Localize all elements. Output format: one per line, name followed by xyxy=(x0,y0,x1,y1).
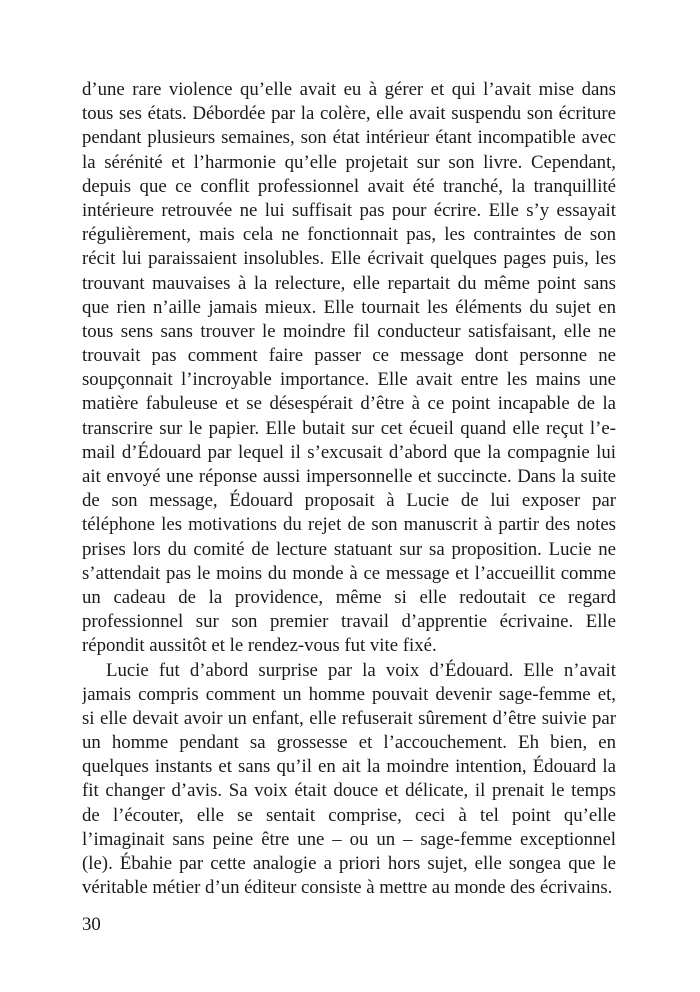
text-line: si elle devait avoir un enfant, elle refuserait sûrement d’être suivie par xyxy=(82,707,616,729)
text-line: intérieure retrouvée ne lui suffisait pas pour écrire. Elle s’y essayait xyxy=(82,199,616,221)
text-line: un homme pendant sa grossesse et l’accouchement. Eh bien, en xyxy=(82,732,616,754)
paragraph-2 xyxy=(82,659,616,901)
text-line: matière fabuleuse et se désespérait d’être à ce point incapable de la xyxy=(82,393,616,415)
text-line: la sérénité et l’harmonie qu’elle projetait sur son livre. Cependant, xyxy=(82,151,616,173)
page-body xyxy=(82,78,616,900)
text-line: tous ses états. Débordée par la colère, elle avait suspendu son écriture xyxy=(82,103,616,125)
text-line: mail d’Édouard par lequel il s’excusait d’abord que la compagnie lui xyxy=(82,441,616,463)
text-line: professionnel sur son premier travail d’apprentie écrivaine. Elle xyxy=(82,611,616,633)
text-line: jamais compris comment un homme pouvait devenir sage-femme et, xyxy=(82,683,616,705)
text-line: trouvait pas comment faire passer ce message dont personne ne xyxy=(82,345,616,367)
text-line: trouvant mauvaises à la relecture, elle repartait du même point sans xyxy=(82,272,616,294)
text-line: quelques instants et sans qu’il en ait la moindre intention, Édouard la xyxy=(82,756,616,778)
text-line: prises lors du comité de lecture statuant sur sa proposition. Lucie ne xyxy=(82,538,616,560)
text-line: transcrire sur le papier. Elle butait sur cet écueil quand elle reçut l’e- xyxy=(82,417,616,439)
text-line: Lucie fut d’abord surprise par la voix d’Édouard. Elle n’avait xyxy=(106,659,616,681)
text-line: téléphone les motivations du rejet de son manuscrit à partir des notes xyxy=(82,514,616,536)
text-line: que rien n’aille jamais mieux. Elle tournait les éléments du sujet en xyxy=(82,296,616,318)
text-line: véritable métier d’un éditeur consiste à mettre au monde des écrivains. xyxy=(82,877,613,899)
page-number: 30 xyxy=(82,914,101,935)
text-line: tous sens sans trouver le moindre fil conducteur satisfaisant, elle ne xyxy=(82,320,616,342)
text-line: soupçonnait l’incroyable importance. Elle avait entre les mains une xyxy=(82,369,616,391)
text-line: un cadeau de la providence, même si elle redoutait ce regard xyxy=(82,586,616,608)
text-line: pendant plusieurs semaines, son état intérieur étant incompatible avec xyxy=(82,127,616,149)
text-line: s’attendait pas le moins du monde à ce message et l’accueillit comme xyxy=(82,562,616,584)
text-line: ait envoyé une réponse aussi impersonnelle et succincte. Dans la suite xyxy=(82,466,616,487)
text-line: de l’écouter, elle se sentait comprise, ceci à tel point qu’elle xyxy=(82,804,616,826)
text-line: (le). Ébahie par cette analogie a priori hors sujet, elle songea que le xyxy=(82,853,616,874)
text-line: d’une rare violence qu’elle avait eu à gérer et qui l’avait mise dans xyxy=(82,79,616,100)
paragraph-1 xyxy=(82,78,616,659)
text-line: de son message, Édouard proposait à Lucie de lui exposer par xyxy=(82,490,616,512)
text-line: répondit aussitôt et le rendez-vous fut vite fixé. xyxy=(82,635,437,657)
text-line: fit changer d’avis. Sa voix était douce et délicate, il prenait le temps xyxy=(82,780,616,802)
text-line: l’imaginait sans peine être une – ou un – sage-femme exceptionnel xyxy=(82,828,616,850)
text-line: depuis que ce conflit professionnel avait été tranché, la tranquillité xyxy=(82,175,616,197)
text-line: régulièrement, mais cela ne fonctionnait pas, les contraintes de son xyxy=(82,224,616,246)
text-line: récit lui paraissaient insolubles. Elle écrivait quelques pages puis, les xyxy=(82,248,616,270)
